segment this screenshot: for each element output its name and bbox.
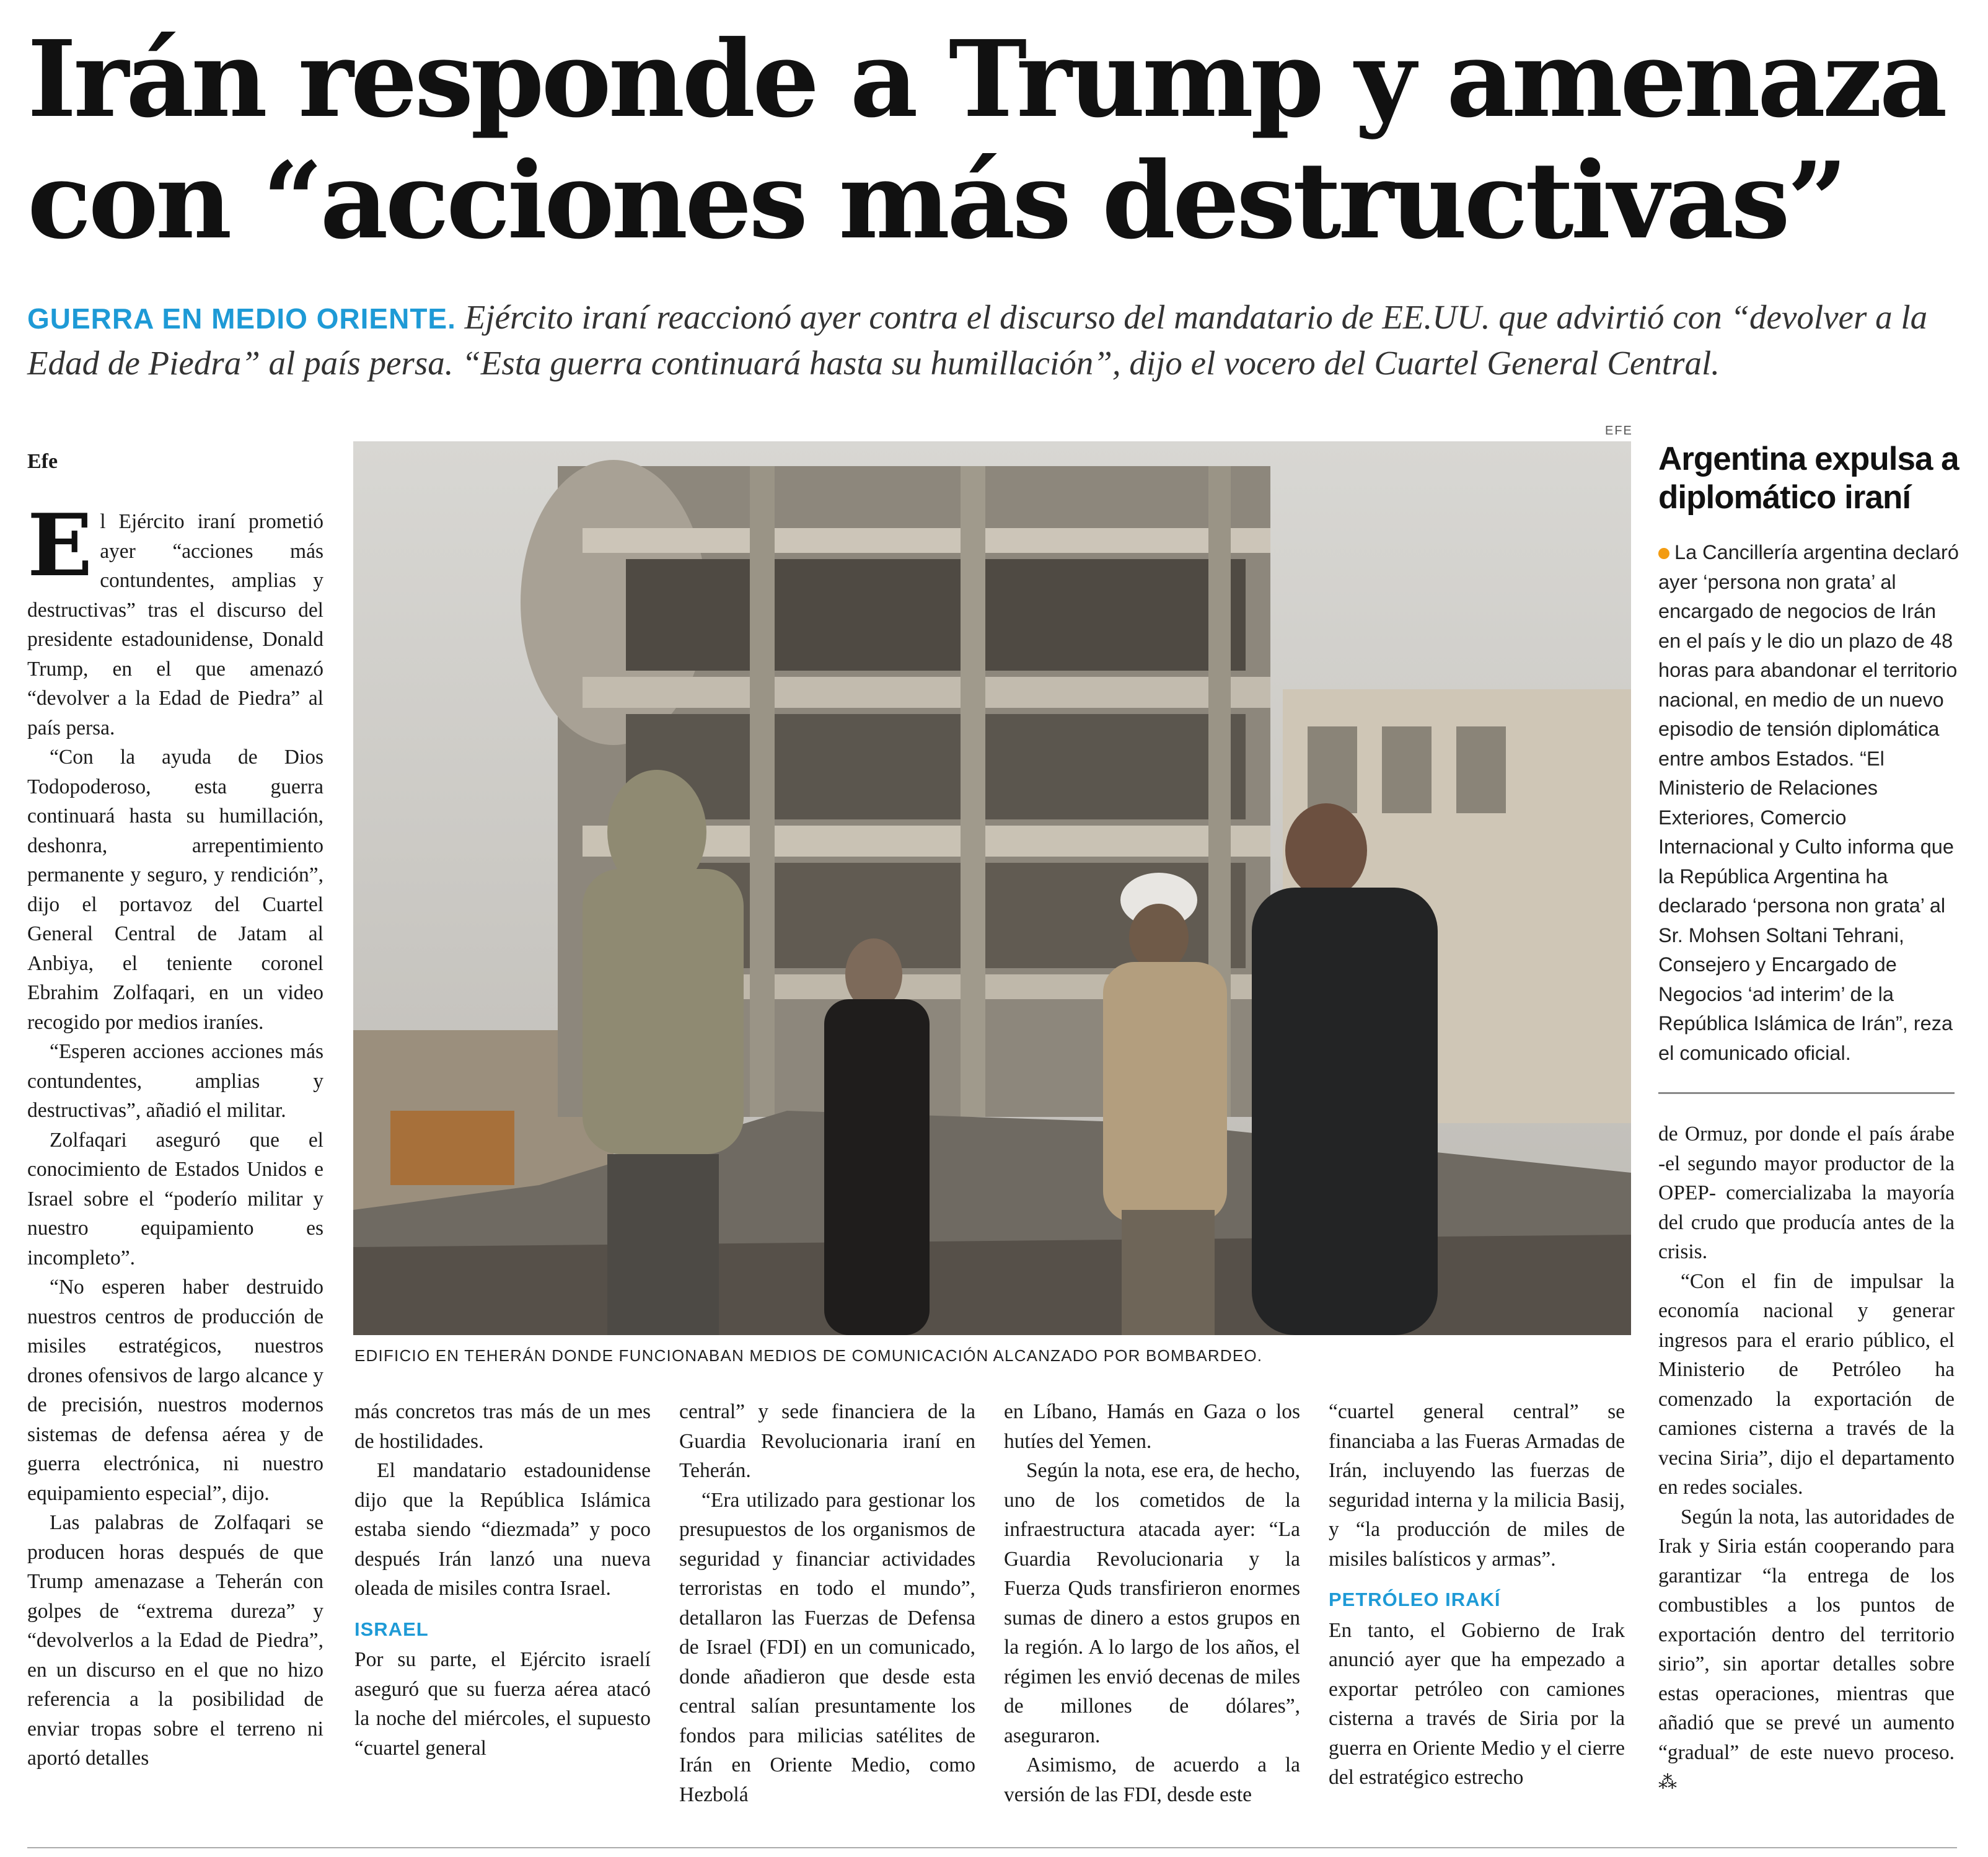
paragraph: de Ormuz, por donde el país árabe -el segundo mayor productor de la OPEP- comercializaba la mayoría del crudo que producía antes de la crisis. [1658,1123,1955,1263]
dek-section-tag: GUERRA EN MEDIO ORIENTE. [27,302,456,335]
headline: Irán responde a Trump y amenaza con “acciones más destructivas” [27,17,1945,263]
damaged-building-illustration [353,441,1631,1335]
orange-bullet-icon [1658,548,1669,559]
paragraph: “Con la ayuda de Dios Todopoderoso, esta guerra continuará hasta su humillación, deshonra, arrepentimiento permanente y seguro, y rendición”, dijo el portavoz del Cuartel General Central de Jatam al Anbiya, el teniente coronel Ebrahim Zolfaqari, en un video recogido por medios iraníes. [27,746,323,1034]
article-column-3 [679,1397,975,1809]
sidebar-body: La Cancillería argentina declaró ayer ‘persona non grata’ al encargado de negocios de Irán en el país y le dio un plazo de 48 horas para abandonar el territorio nacional, en medio de un nuevo episodio de tensión diplomática entre ambos Estados. “El Ministerio de Relaciones Exteriores, Comercio Internacional y Culto informa que la República Argentina ha declarado ‘persona non grata’ al Sr. Mohsen Soltani Tehrani, Consejero y Encargado de Negocios ‘ad interim’ de la República Islámica de Irán”, reza el comunicado oficial. [1658,541,1959,1064]
paragraph: “Con el fin de impulsar la economía nacional y generar ingresos para el erario público, el Ministerio de Petróleo ha comenzado la exportación de camiones cisterna a través de la vecina Siria”, dijo el departamento en redes sociales. [1658,1269,1955,1499]
paragraph: en Líbano, Hamás en Gaza o los hutíes del Yemen. [1004,1400,1300,1453]
paragraph: Según la nota, las autoridades de Irak y Siria están cooperando para garantizar “la entrega de los combustibles a los puntos de exportación dentro del territorio sirio”, sin aportar detalles sobre estas operaciones, mientras que añadió que se prevé un aumento “gradual” de este nuevo proceso. ⁂ [1658,1505,1955,1793]
paragraph: “No esperen haber destruido nuestros centros de producción de misiles estratégicos, nuestros drones ofensivos de largo alcance y de precisión, nuestros modernos sistemas de defensa aérea y de guerra electrónica, ni nuestro equipamiento especial”, dijo. [27,1276,323,1505]
end-mark-icon: ⁂ [1658,1772,1677,1793]
paragraph: El mandatario estadounidense dijo que la República Islámica estaba siendo “diezmada” y poco después Irán lanzó una nueva oleada de misiles contra Israel. [354,1459,651,1600]
paragraph: central” y sede financiera de la Guardia Revolucionaria iraní en Teherán. [679,1400,975,1482]
byline: Efe [27,450,58,473]
article-column-5 [1329,1397,1625,1793]
paragraph: “Era utilizado para gestionar los presupuestos de los organismos de seguridad y financiar actividades terroristas en todo el mundo”, detallaron las Fuerzas de Defensa de Israel (FDI) en un comunicado, donde añadieron que desde esta central salían presuntamente los fondos para milicias satélites de Irán en Oriente Medio, como Hezbolá [679,1488,975,1806]
article-column-2 [354,1397,651,1763]
subhead-israel: ISRAEL [354,1618,429,1640]
paragraph: “cuartel general central” se financiaba a las Fueras Armadas de Irán, incluyendo las fuerzas de seguridad interna y la milicia Basij, y “la producción de miles de misiles balísticos y armas”. [1329,1400,1625,1571]
article-column-6 [1658,1119,1955,1797]
article-column-1 [27,495,323,1773]
paragraph: Según la nota, ese era, de hecho, uno de los cometidos de la infraestructura atacada ayer: “La Guardia Revolucionaria y la Fuerza Quds transfirieron enormes sumas de dinero a estos grupos en la región. A lo largo de los años, el régimen les envió decenas de miles de millones de dólares”, aseguraron. [1004,1459,1300,1747]
dek [27,295,1967,386]
dek-text: Ejército iraní reaccionó ayer contra el discurso del mandatario de EE.UU. que advirtió con “devolver a la Edad de Piedra” al país persa. “Esta guerra continuará hasta su humillación”, dijo el vocero del Cuartel General Central. [27,298,1928,382]
sidebar-divider [1658,1092,1955,1094]
article-column-4 [1004,1397,1300,1809]
paragraph: El Ejército iraní prometió ayer “acciones más contundentes, amplias y destructivas” tras el discurso del presidente estadounidense, Donald Trump, en el que amenazó “devolver a la Edad de Piedra” al país persa. [27,495,323,739]
paragraph: “Esperen acciones acciones más contundentes, amplias y destructivas”, añadió el militar. [27,1040,323,1122]
subhead-petroleo: PETRÓLEO IRAKÍ [1329,1589,1501,1610]
drop-cap: E [27,495,93,596]
paragraph: Asimismo, de acuerdo a la versión de las FDI, desde este [1004,1753,1300,1806]
paragraph: Zolfaqari aseguró que el conocimiento de Estados Unidos e Israel sobre el “poderío militar y nuestro equipamiento es incompleto”. [27,1128,323,1269]
news-photo [353,441,1631,1335]
paragraph: Las palabras de Zolfaqari se producen horas después de que Trump amenazase a Teherán con golpes de “extrema dureza” y “devolverlos a la Edad de Piedra”, en un discurso en el que no hizo referencia a la posibilidad de enviar tropas sobre el terreno ni aportó detalles [27,1511,323,1770]
paragraph: más concretos tras más de un mes de hostilidades. [354,1400,651,1453]
paragraph: Por su parte, el Ejército israelí aseguró que su fuerza aérea atacó la noche del miércoles, el supuesto “cuartel general [354,1648,651,1760]
bottom-divider [27,1847,1957,1848]
photo-caption: EDIFICIO EN TEHERÁN DONDE FUNCIONABAN MEDIOS DE COMUNICACIÓN ALCANZADO POR BOMBARDEO. [354,1346,1263,1365]
photo-credit: EFE [1605,424,1633,438]
sidebar-title: Argentina expulsa a diplomático iraní [1658,441,1959,516]
paragraph: En tanto, el Gobierno de Irak anunció ayer que ha empezado a exportar petróleo con camiones cisterna a través de Siria por la guerra en Oriente Medio y el cierre del estratégico estrecho [1329,1618,1625,1789]
